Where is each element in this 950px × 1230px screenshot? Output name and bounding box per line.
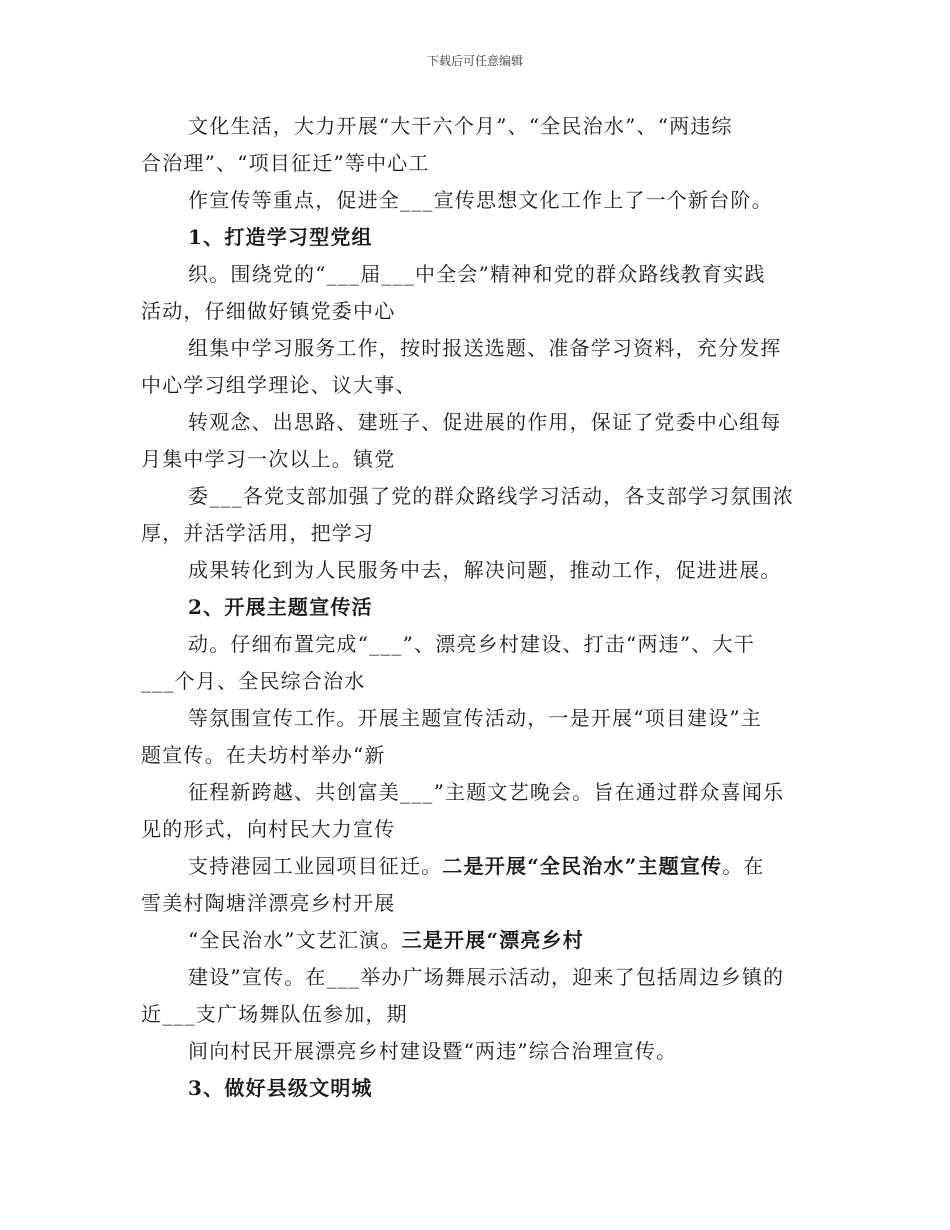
line-22: 雪美村陶塘洋漂亮乡村开展 — [141, 891, 396, 915]
line-25: 近___支广场舞队伍参加，期 — [141, 1002, 408, 1026]
line-19: 征程新跨越、共创富美___”主题文艺晚会。旨在通过群众喜闻乐 — [188, 780, 785, 804]
line-11: 委___各党支部加强了党的群众路线学习活动，各支部学习氛围浓 — [188, 484, 794, 508]
line-6: 活动，仔细做好镇党委中心 — [141, 299, 396, 323]
line-15: 动。仔细布置完成“___”、漂亮乡村建设、打击“两违”、大干 — [188, 632, 755, 656]
line-7: 组集中学习服务工作，按时报送选题、准备学习资料，充分发挥 — [188, 336, 782, 360]
line-12: 厚，并活学活用，把学习 — [141, 521, 375, 545]
page-header: 下载后可任意编辑 — [426, 54, 523, 68]
line-17: 等氛围宣传工作。开展主题宣传活动，一是开展“项目建设”主 — [188, 706, 763, 730]
bold-phrase: 二是开展“全民治水”主题宣传 — [442, 854, 723, 878]
bold-phrase: 三是开展“漂亮乡村 — [401, 928, 584, 952]
line-2: 合治理”、“项目征迁”等中心工 — [141, 151, 430, 175]
line-9: 转观念、出思路、建班子、促进展的作用，保证了党委中心组每 — [188, 410, 782, 434]
line-20: 见的形式，向村民大力宣传 — [141, 817, 396, 841]
section-heading-3: 3、做好县级文明城 — [188, 1076, 373, 1100]
section-heading-1: 1、打造学习型党组 — [188, 225, 373, 249]
line-23: “全民治水”文艺汇演。三是开展“漂亮乡村 — [188, 928, 584, 952]
line-16: ___个月、全民综合治水 — [141, 669, 366, 693]
line-8: 中心学习组学理论、议大事、 — [141, 373, 417, 397]
line-21: 支持港园工业园项目征迁。二是开展“全民治水”主题宣传。在 — [188, 854, 765, 878]
section-heading-2: 2、开展主题宣传活 — [188, 595, 373, 619]
line-13: 成果转化到为人民服务中去，解决问题，推动工作，促进进展。 — [188, 558, 782, 582]
line-5: 织。围绕党的“___届___中全会”精神和党的群众路线教育实践 — [188, 262, 766, 286]
line-26: 间向村民开展漂亮乡村建设暨“两违”综合治理宣传。 — [188, 1039, 678, 1063]
line-3: 作宣传等重点，促进全___宣传思想文化工作上了一个新台阶。 — [188, 188, 773, 212]
document-body — [141, 108, 811, 1107]
line-18: 题宣传。在夫坊村举办“新 — [141, 743, 386, 767]
line-24: 建设”宣传。在___举办广场舞展示活动，迎来了包括周边乡镇的 — [188, 965, 785, 989]
line-10: 月集中学习一次以上。镇党 — [141, 447, 396, 471]
line-1: 文化生活，大力开展“大干六个月”、“全民治水”、“两违综 — [188, 114, 733, 138]
